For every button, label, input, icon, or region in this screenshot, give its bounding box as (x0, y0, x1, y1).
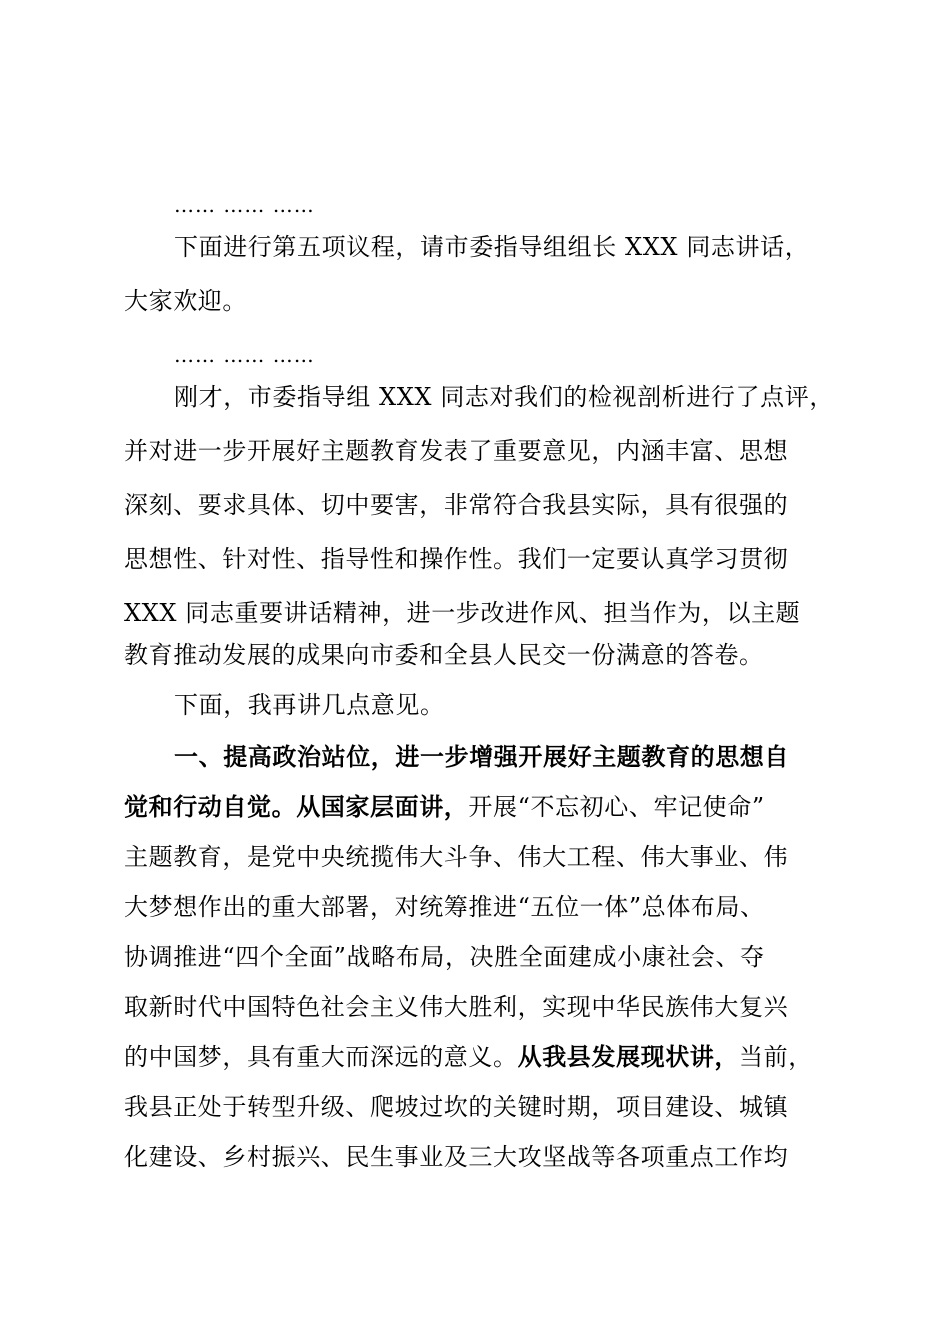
paragraph-line: 并对进一步开展好主题教育发表了重要意见，内涵丰富、思想 (124, 437, 789, 465)
line-text: 当前， (739, 1043, 813, 1071)
paragraph-line (124, 792, 765, 822)
paragraph-line: 协调推进“四个全面”战略布局，决胜全面建成小康社会、夺 (124, 943, 765, 971)
paragraph-line: 取新时代中国特色社会主义伟大胜利，实现中华民族伟大复兴 (124, 993, 789, 1021)
paragraph-line: 教育推动发展的成果向市委和全县人民交一份满意的答卷。 (124, 641, 764, 669)
agenda-line: 大家欢迎。 (124, 287, 247, 315)
paragraph-line: 思想性、针对性、指导性和操作性。我们一定要认真学习贯彻 (124, 545, 789, 573)
paragraph-line: 刚才，市委指导组 XXX 同志对我们的检视剖析进行了点评， (174, 383, 834, 411)
paragraph-line (124, 1042, 813, 1072)
section-heading-end: 觉和行动自觉。 (124, 793, 297, 821)
paragraph-line: 大梦想作出的重大部署，对统筹推进“五位一体”总体布局、 (124, 893, 765, 921)
paragraph-line: 深刻、要求具体、切中要害，非常符合我县实际，具有很强的 (124, 491, 789, 519)
section-heading: 一、提高政治站位，进一步增强开展好主题教育的思想自 (174, 743, 789, 771)
line-text: 开展“不忘初心、牢记使命” (468, 793, 765, 821)
line-text: 的中国梦，具有重大而深远的意义。 (124, 1043, 518, 1071)
paragraph-line: XXX 同志重要讲话精神，进一步改进作风、担当作为，以主题 (124, 599, 801, 627)
paragraph-line: 我县正处于转型升级、爬坡过坎的关键时期，项目建设、城镇 (124, 1093, 789, 1121)
paragraph-line: 化建设、乡村振兴、民生事业及三大攻坚战等各项重点工作均 (124, 1143, 789, 1171)
lead-phrase: 从我县发展现状讲， (517, 1043, 740, 1071)
paragraph-line: 下面，我再讲几点意见。 (174, 691, 445, 719)
ellipsis-separator: …… …… …… (174, 193, 315, 217)
paragraph-line: 主题教育，是党中央统揽伟大斗争、伟大工程、伟大事业、伟 (124, 843, 789, 871)
ellipsis-separator: …… …… …… (174, 343, 315, 367)
agenda-line: 下面进行第五项议程，请市委指导组组长 XXX 同志讲话， (174, 233, 810, 261)
lead-phrase: 从国家层面讲， (296, 793, 469, 821)
